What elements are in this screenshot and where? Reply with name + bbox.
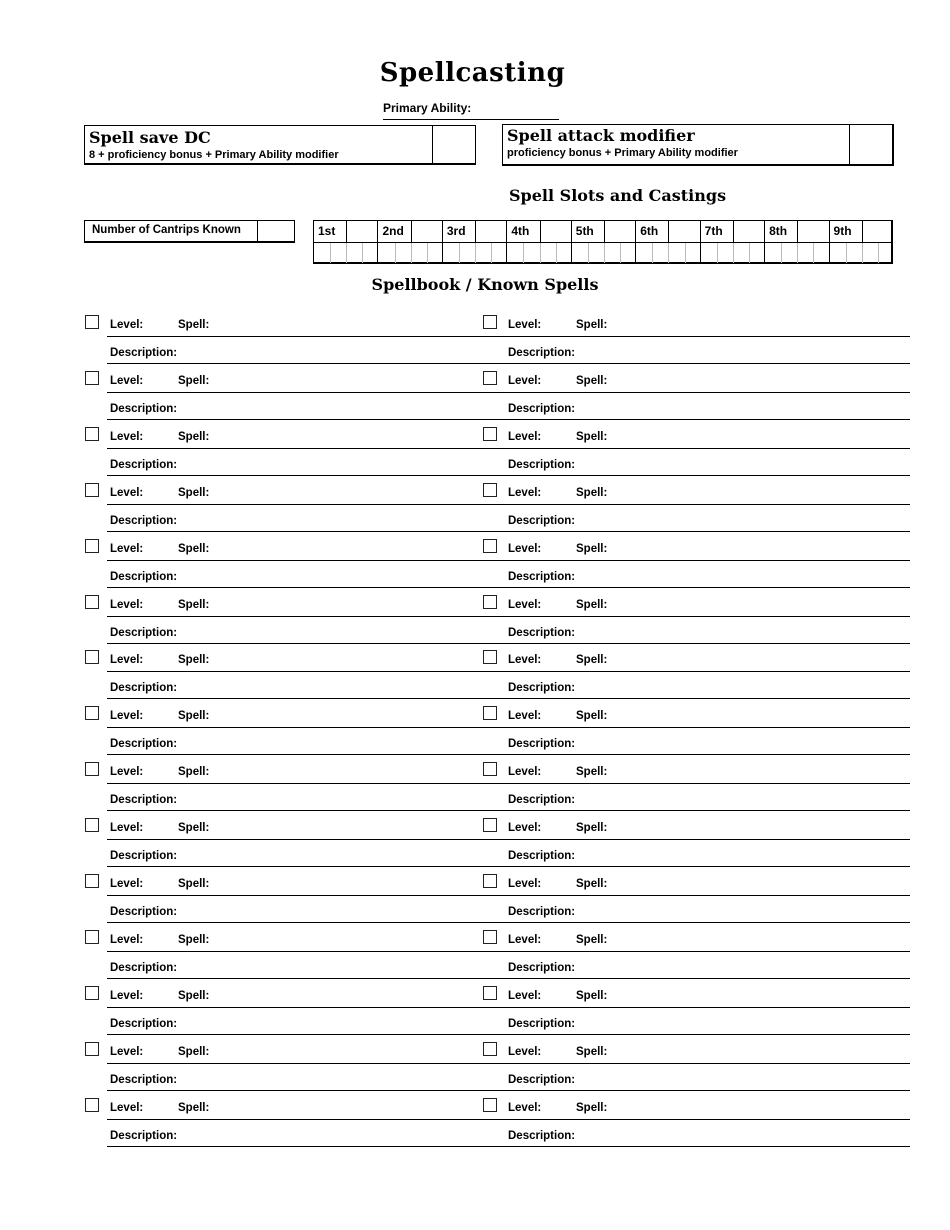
spell-name-label: Spell: — [178, 654, 210, 667]
spell-name-label: Spell: — [576, 430, 608, 443]
spell-level-label: Level: — [110, 430, 144, 443]
spell-slot-expended-box[interactable] — [620, 243, 621, 263]
spell-slot-expended-box[interactable] — [346, 243, 347, 263]
spell-name-label: Spell: — [576, 374, 608, 387]
spell-name-label: Spell: — [178, 598, 210, 611]
spell-description-label: Description: — [508, 402, 576, 415]
spell-slot-level-label: 4th — [511, 224, 530, 238]
spell-description-label: Description: — [508, 626, 576, 639]
prepared-checkbox[interactable] — [85, 539, 99, 553]
spell-name-label: Spell: — [576, 319, 608, 331]
spell-slot-expended-box[interactable] — [330, 243, 331, 263]
spell-slot-group-5 — [571, 220, 635, 264]
spell-level-label: Level: — [508, 933, 542, 946]
spell-level-label: Level: — [508, 989, 542, 1002]
spell-level-label: Level: — [110, 878, 144, 890]
spell-description-label: Description: — [508, 1129, 576, 1142]
spell-description-label: Description: — [508, 570, 576, 583]
spell-level-label: Level: — [110, 654, 144, 667]
spell-description-field[interactable] — [505, 1090, 910, 1091]
spell-name-label: Spell: — [576, 822, 608, 835]
spell-level-label: Level: — [508, 598, 542, 611]
prepared-checkbox[interactable] — [483, 1042, 497, 1056]
spell-description-label: Description: — [508, 347, 576, 359]
prepared-checkbox[interactable] — [483, 986, 497, 1000]
prepared-checkbox[interactable] — [483, 483, 497, 497]
spell-slot-expended-box[interactable] — [427, 243, 428, 263]
cantrips-known-label: Number of Cantrips Known — [92, 224, 241, 236]
spell-level-label: Level: — [110, 989, 144, 1002]
spell-level-label: Level: — [508, 878, 542, 890]
primary-ability-label: Primary Ability: — [383, 101, 472, 115]
spell-slot-expended-box[interactable] — [604, 243, 605, 263]
spell-slot-expended-box[interactable] — [475, 243, 476, 263]
spell-slot-group-7 — [700, 220, 764, 264]
spell-description-field[interactable] — [505, 643, 910, 644]
spell-name-field[interactable] — [505, 1119, 910, 1120]
spell-name-field[interactable] — [505, 727, 910, 728]
spell-name-field[interactable] — [505, 839, 910, 840]
spell-description-label: Description: — [110, 906, 178, 918]
spell-description-label: Description: — [110, 1017, 178, 1030]
spell-slot-expended-box[interactable] — [717, 243, 718, 263]
spell-slot-expended-box[interactable] — [491, 243, 492, 263]
spell-description-label: Description: — [508, 961, 576, 974]
spell-slot-expended-box[interactable] — [733, 243, 734, 263]
spell-name-label: Spell: — [178, 542, 210, 555]
spell-description-label: Description: — [508, 906, 576, 918]
spell-slot-expended-box[interactable] — [652, 243, 653, 263]
spell-attack-modifier-formula: proficiency bonus + Primary Ability modifier — [507, 147, 738, 159]
spell-description-label: Description: — [110, 850, 178, 863]
spell-slot-group-4 — [506, 220, 570, 264]
spell-name-field[interactable] — [505, 783, 910, 784]
spell-description-label: Description: — [508, 850, 576, 863]
spell-slot-total-field[interactable] — [410, 221, 442, 242]
spell-slot-group-2 — [377, 220, 441, 264]
spell-description-label: Description: — [110, 514, 178, 527]
spell-description-label: Description: — [110, 458, 178, 471]
spell-slots-title: Spell Slots and Castings — [509, 186, 727, 205]
spell-name-label: Spell: — [576, 1045, 608, 1058]
spell-name-field[interactable] — [505, 1007, 910, 1008]
spell-name-label: Spell: — [576, 933, 608, 946]
spell-level-label: Level: — [110, 542, 144, 555]
spell-description-label: Description: — [110, 682, 178, 695]
prepared-checkbox[interactable] — [85, 427, 99, 441]
prepared-checkbox[interactable] — [85, 650, 99, 664]
spell-slot-total-field[interactable] — [732, 221, 764, 242]
spell-slot-expended-box[interactable] — [862, 243, 863, 263]
spell-name-label: Spell: — [576, 710, 608, 723]
spell-level-label: Level: — [110, 766, 144, 779]
spell-description-label: Description: — [110, 794, 178, 807]
spell-name-label: Spell: — [576, 542, 608, 555]
spell-slot-expended-box[interactable] — [813, 243, 814, 263]
prepared-checkbox[interactable] — [85, 483, 99, 497]
spell-description-label: Description: — [110, 347, 178, 359]
prepared-checkbox[interactable] — [85, 371, 99, 385]
spell-level-label: Level: — [110, 374, 144, 387]
spell-slot-group-8 — [764, 220, 828, 264]
spell-name-label: Spell: — [178, 319, 210, 331]
spell-save-dc-value-field[interactable] — [432, 126, 475, 163]
spell-level-label: Level: — [508, 766, 542, 779]
spell-name-label: Spell: — [178, 486, 210, 499]
prepared-checkbox[interactable] — [483, 1098, 497, 1112]
spell-description-label: Description: — [110, 738, 178, 751]
spell-level-label: Level: — [110, 319, 144, 331]
spell-description-field[interactable] — [505, 866, 910, 867]
spell-description-field[interactable] — [505, 922, 910, 923]
spell-description-label: Description: — [508, 1073, 576, 1086]
spell-slot-total-field[interactable] — [474, 221, 506, 242]
cantrips-known-field[interactable] — [257, 221, 294, 241]
spell-name-label: Spell: — [178, 822, 210, 835]
spell-slot-group-3 — [442, 220, 506, 264]
spell-level-label: Level: — [508, 654, 542, 667]
spell-slot-expended-box[interactable] — [668, 243, 669, 263]
prepared-checkbox[interactable] — [85, 986, 99, 1000]
spell-name-field[interactable] — [505, 504, 910, 505]
prepared-checkbox[interactable] — [483, 874, 497, 888]
spell-level-label: Level: — [508, 1045, 542, 1058]
spell-slot-level-label: 8th — [769, 224, 788, 238]
spell-slot-expended-box[interactable] — [411, 243, 412, 263]
spell-level-label: Level: — [110, 1101, 144, 1114]
spell-level-label: Level: — [110, 486, 144, 499]
spell-name-field[interactable] — [505, 336, 910, 337]
spell-slot-level-label: 9th — [833, 224, 852, 238]
spell-name-label: Spell: — [178, 710, 210, 723]
spell-description-field[interactable] — [505, 419, 910, 420]
prepared-checkbox[interactable] — [483, 427, 497, 441]
spell-level-label: Level: — [110, 933, 144, 946]
spell-slot-expended-box[interactable] — [588, 243, 589, 263]
spell-slot-expended-box[interactable] — [749, 243, 750, 263]
spell-description-label: Description: — [508, 458, 576, 471]
spell-level-label: Level: — [110, 598, 144, 611]
spell-attack-modifier-value-field[interactable] — [849, 125, 892, 164]
prepared-checkbox[interactable] — [483, 315, 497, 329]
prepared-checkbox[interactable] — [85, 762, 99, 776]
prepared-checkbox[interactable] — [483, 595, 497, 609]
spell-save-dc-title: Spell save DC — [89, 128, 211, 147]
spell-name-label: Spell: — [178, 989, 210, 1002]
spell-slot-expended-box[interactable] — [395, 243, 396, 263]
spell-slot-separator — [830, 242, 891, 243]
prepared-checkbox[interactable] — [85, 315, 99, 329]
spell-slot-level-label: 7th — [704, 224, 723, 238]
spell-name-label: Spell: — [178, 1045, 210, 1058]
spell-level-label: Level: — [110, 710, 144, 723]
prepared-checkbox[interactable] — [85, 1098, 99, 1112]
spell-description-field[interactable] — [505, 698, 910, 699]
spell-slot-expended-box[interactable] — [685, 243, 686, 263]
spell-slot-total-field[interactable] — [603, 221, 635, 242]
prepared-checkbox[interactable] — [483, 818, 497, 832]
spell-slot-expended-box[interactable] — [540, 243, 541, 263]
primary-ability-field[interactable] — [383, 101, 559, 120]
spell-name-field[interactable] — [505, 616, 910, 617]
spell-level-label: Level: — [508, 542, 542, 555]
spell-level-label: Level: — [508, 1101, 542, 1114]
spell-name-label: Spell: — [178, 1101, 210, 1114]
spell-name-field[interactable] — [505, 560, 910, 561]
spell-slot-total-field[interactable] — [796, 221, 828, 242]
spell-slot-group-1 — [313, 220, 377, 264]
spell-description-field[interactable] — [505, 810, 910, 811]
spell-description-field[interactable] — [505, 754, 910, 755]
spell-name-label: Spell: — [576, 598, 608, 611]
spell-description-label: Description: — [110, 961, 178, 974]
spell-name-label: Spell: — [576, 486, 608, 499]
prepared-checkbox[interactable] — [85, 1042, 99, 1056]
spell-description-label: Description: — [508, 514, 576, 527]
spell-level-label: Level: — [508, 486, 542, 499]
spell-slot-level-label: 5th — [575, 224, 594, 238]
spell-description-label: Description: — [110, 402, 178, 415]
prepared-checkbox[interactable] — [483, 762, 497, 776]
spell-description-label: Description: — [110, 626, 178, 639]
spell-slot-total-field[interactable] — [667, 221, 699, 242]
spell-description-label: Description: — [110, 570, 178, 583]
spell-name-label: Spell: — [576, 766, 608, 779]
spell-description-label: Description: — [110, 1129, 178, 1142]
spell-slot-level-label: 2nd — [382, 224, 404, 238]
spell-slot-expended-box[interactable] — [846, 243, 847, 263]
spell-slots-grid — [313, 220, 893, 264]
spell-slot-level-label: 1st — [318, 224, 336, 238]
spell-slot-group-9 — [829, 220, 893, 264]
spell-slot-level-label: 3rd — [446, 224, 466, 238]
spell-description-label: Description: — [508, 682, 576, 695]
spell-level-label: Level: — [508, 710, 542, 723]
spell-level-label: Level: — [508, 319, 542, 331]
spell-description-field[interactable] — [505, 363, 910, 364]
spell-name-field[interactable] — [505, 895, 910, 896]
spell-name-field[interactable] — [505, 392, 910, 393]
spell-description-field[interactable] — [505, 531, 910, 532]
spell-description-label: Description: — [508, 794, 576, 807]
spell-slot-expended-box[interactable] — [781, 243, 782, 263]
spell-attack-modifier-box — [502, 124, 894, 166]
spell-name-label: Spell: — [178, 374, 210, 387]
spell-name-label: Spell: — [178, 878, 210, 890]
prepared-checkbox[interactable] — [483, 706, 497, 720]
prepared-checkbox[interactable] — [85, 874, 99, 888]
spell-name-field[interactable] — [505, 951, 910, 952]
prepared-checkbox[interactable] — [483, 371, 497, 385]
prepared-checkbox[interactable] — [483, 650, 497, 664]
spell-name-label: Spell: — [576, 878, 608, 890]
prepared-checkbox[interactable] — [85, 818, 99, 832]
spell-save-dc-formula: 8 + proficiency bonus + Primary Ability modifier — [89, 149, 339, 161]
spell-name-field[interactable] — [505, 671, 910, 672]
spell-name-label: Spell: — [576, 654, 608, 667]
spell-name-label: Spell: — [178, 766, 210, 779]
spell-name-label: Spell: — [178, 430, 210, 443]
spell-slot-group-6 — [635, 220, 699, 264]
spell-slot-expended-box[interactable] — [556, 243, 557, 263]
spell-name-label: Spell: — [576, 989, 608, 1002]
spell-slot-expended-box[interactable] — [878, 243, 879, 263]
spell-description-label: Description: — [110, 1073, 178, 1086]
spell-name-label: Spell: — [178, 933, 210, 946]
spell-slot-expended-box[interactable] — [797, 243, 798, 263]
spell-slot-level-label: 6th — [640, 224, 659, 238]
spell-description-field[interactable] — [505, 1146, 910, 1147]
spell-level-label: Level: — [110, 1045, 144, 1058]
prepared-checkbox[interactable] — [85, 706, 99, 720]
spell-name-field[interactable] — [505, 448, 910, 449]
spell-attack-modifier-title: Spell attack modifier — [507, 126, 695, 145]
spell-slot-total-field[interactable] — [539, 221, 571, 242]
spell-description-field[interactable] — [505, 475, 910, 476]
spell-level-label: Level: — [508, 374, 542, 387]
prepared-checkbox[interactable] — [85, 595, 99, 609]
spell-save-dc-box — [84, 125, 476, 165]
spell-description-field[interactable] — [505, 587, 910, 588]
spell-level-label: Level: — [508, 430, 542, 443]
spell-description-field[interactable] — [505, 978, 910, 979]
spell-description-field[interactable] — [505, 1034, 910, 1035]
spell-description-label: Description: — [508, 738, 576, 751]
spellbook-title: Spellbook / Known Spells — [371, 275, 599, 294]
spell-slot-total-field[interactable] — [345, 221, 377, 242]
cantrips-known-box — [84, 220, 295, 243]
prepared-checkbox[interactable] — [483, 539, 497, 553]
spell-level-label: Level: — [508, 822, 542, 835]
spell-slot-expended-box[interactable] — [362, 243, 363, 263]
spell-name-label: Spell: — [576, 1101, 608, 1114]
spell-description-label: Description: — [508, 1017, 576, 1030]
page-title: Spellcasting — [379, 58, 566, 88]
spell-slot-expended-box[interactable] — [459, 243, 460, 263]
prepared-checkbox[interactable] — [483, 930, 497, 944]
spell-level-label: Level: — [110, 822, 144, 835]
spell-name-field[interactable] — [505, 1063, 910, 1064]
prepared-checkbox[interactable] — [85, 930, 99, 944]
spell-slot-total-field[interactable] — [859, 221, 891, 242]
spell-slot-expended-box[interactable] — [523, 243, 524, 263]
